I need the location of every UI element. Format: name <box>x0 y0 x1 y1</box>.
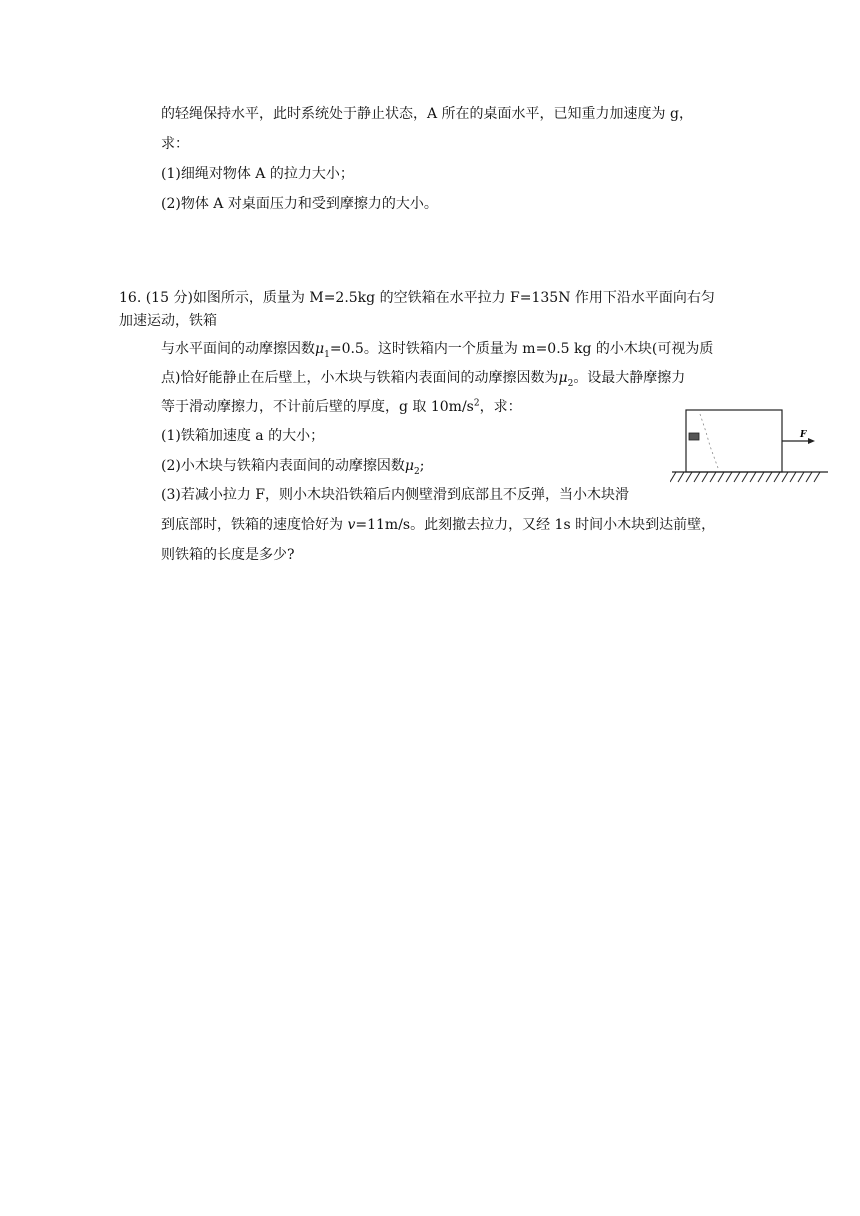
prev-question-line2: 求： <box>161 136 189 152</box>
hatch-mark <box>790 472 796 482</box>
exponent: 2 <box>473 398 480 409</box>
q16-body-line2 <box>161 368 685 388</box>
hatch-mark <box>814 472 820 482</box>
iron-box <box>686 410 782 472</box>
q16-part1: (1)铁箱加速度 a 的大小； <box>161 428 325 444</box>
prev-question-part1: (1)细绳对物体 A 的拉力大小； <box>161 166 354 182</box>
mu-symbol: μ <box>404 458 414 474</box>
hatch-mark <box>782 472 788 482</box>
q16-header: 16. (15 分)如图所示，质量为 M=2.5kg 的空铁箱在水平拉力 F=135N 作用下沿水平面向右匀 <box>119 290 715 306</box>
q16-header-cont: 加速运动，铁箱 <box>119 313 217 329</box>
q16-body-line3 <box>161 397 522 417</box>
prev-question-line1: 的轻绳保持水平，此时系统处于静止状态，A 所在的桌面水平，已知重力加速度为 g， <box>161 106 693 122</box>
text: 点)恰好能静止在后壁上，小木块与铁箱内表面间的动摩擦因数为 <box>161 370 559 386</box>
hatch-mark <box>670 472 676 482</box>
q16-part3-last: 则铁箱的长度是多少? <box>161 547 295 563</box>
velocity-symbol: v <box>347 517 356 533</box>
mu-subscript: 2 <box>413 466 420 477</box>
force-label: F <box>800 430 807 440</box>
hatch-mark <box>774 472 780 482</box>
q16-body-line1 <box>161 339 713 359</box>
hatch-mark <box>686 472 692 482</box>
q16-part2 <box>161 456 424 476</box>
text: 等于滑动摩擦力，不计前后壁的厚度，g 取 10m/s <box>161 399 474 415</box>
hatch-mark <box>758 472 764 482</box>
arrow-head-icon <box>808 438 815 444</box>
wood-block <box>689 433 699 440</box>
text: ，求： <box>479 399 522 415</box>
trajectory-dashes <box>700 414 718 468</box>
iron-box-figure <box>670 406 830 488</box>
hatch-mark <box>766 472 772 482</box>
hatch-mark <box>734 472 740 482</box>
hatch-mark <box>710 472 716 482</box>
text: =11m/s。此刻撤去拉力，又经 1s 时间小木块到达前壁， <box>355 517 716 533</box>
text: 到底部时，铁箱的速度恰好为 <box>161 517 348 533</box>
text: ; <box>419 458 425 474</box>
hatch-mark <box>750 472 756 482</box>
mu-subscript: 1 <box>324 349 330 360</box>
hatch-mark <box>742 472 748 482</box>
q16-part3: (3)若减小拉力 F，则小木块沿铁箱后内侧壁滑到底部且不反弹，当小木块滑 <box>161 487 629 503</box>
mu-symbol: μ <box>315 341 325 357</box>
hatch-mark <box>678 472 684 482</box>
text: =0.5。这时铁箱内一个质量为 m=0.5 kg 的小木块(可视为质 <box>329 341 714 357</box>
q16-part3-cont <box>161 515 715 535</box>
hatch-mark <box>726 472 732 482</box>
mu-subscript: 2 <box>567 378 574 389</box>
hatch-mark <box>694 472 700 482</box>
prev-question-part2: (2)物体 A 对桌面压力和受到摩擦力的大小。 <box>161 196 438 212</box>
text: 与水平面间的动摩擦因数 <box>161 341 315 357</box>
mu-symbol: μ <box>558 370 568 386</box>
hatch-mark <box>702 472 708 482</box>
hatch-mark <box>718 472 724 482</box>
ground-hatch <box>670 472 820 482</box>
hatch-mark <box>806 472 812 482</box>
hatch-mark <box>798 472 804 482</box>
text: (2)小木块与铁箱内表面间的动摩擦因数 <box>161 458 405 474</box>
text: 。设最大静摩擦力 <box>573 370 686 386</box>
